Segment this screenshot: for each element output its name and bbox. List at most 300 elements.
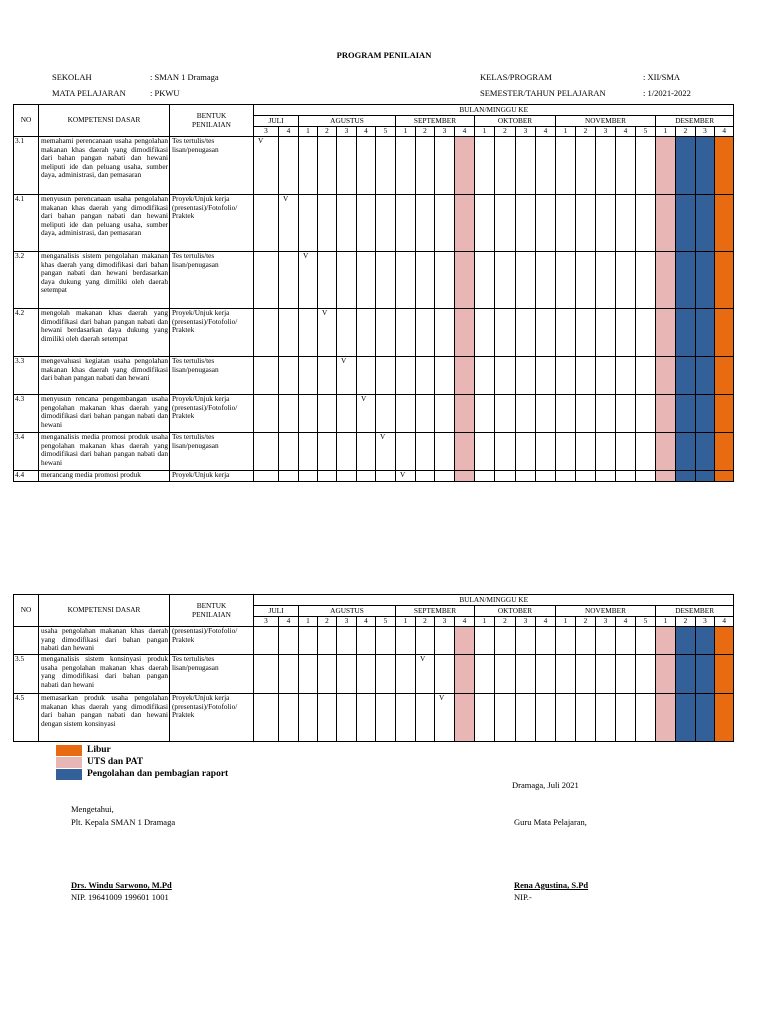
week-cell: [596, 252, 616, 309]
week-cell: [676, 694, 696, 742]
table2-header-bulan: BULAN/MINGGU KE: [254, 595, 734, 606]
week-cell: [636, 309, 656, 357]
week-cell: [616, 195, 636, 252]
week-cell: [357, 357, 376, 395]
week-cell: [254, 655, 279, 694]
week-cell: [636, 195, 656, 252]
week-cell: [715, 357, 734, 395]
week-cell: [636, 627, 656, 655]
week-cell: [495, 395, 516, 433]
kd-number: [14, 627, 39, 655]
assessment-mark: V: [376, 433, 396, 471]
sekolah-label: SEKOLAH: [52, 72, 92, 82]
legend: [56, 745, 356, 781]
kd-number: 3.4: [14, 433, 39, 471]
week-cell: [279, 627, 299, 655]
week-cell: [416, 433, 435, 471]
week-cell: [616, 252, 636, 309]
mapel-label: MATA PELAJARAN: [52, 88, 126, 98]
week-cell: [596, 471, 616, 482]
week-cell: [318, 252, 337, 309]
week-cell: [376, 309, 396, 357]
table1-week-21: 2: [676, 127, 696, 137]
week-cell: [516, 137, 536, 195]
table1-week-20: 1: [656, 127, 676, 137]
legend-label-raport: Pengolahan dan pembagian raport: [87, 769, 229, 779]
week-cell: [279, 252, 299, 309]
week-cell: [475, 694, 495, 742]
kompetensi-dasar: usaha pengolahan makanan khas daerah yang dimodifikasi dari bahan pangan nabati dan hewani: [39, 627, 170, 655]
bentuk-penilaian: Tes tertulis/tes lisan/penugasan: [170, 433, 254, 471]
week-cell: [279, 471, 299, 482]
week-cell: [516, 252, 536, 309]
table2-week-21: 2: [676, 617, 696, 627]
kd-number: 4.3: [14, 395, 39, 433]
week-cell: [337, 252, 357, 309]
week-cell: [357, 195, 376, 252]
week-cell: [676, 395, 696, 433]
week-cell: [435, 357, 455, 395]
table2-month-3: OKTOBER: [475, 606, 556, 617]
week-cell: [299, 357, 318, 395]
week-cell: [536, 655, 556, 694]
legend-swatch-uts: [56, 757, 82, 768]
week-cell: [556, 471, 576, 482]
week-cell: [318, 357, 337, 395]
week-cell: [376, 694, 396, 742]
week-cell: [696, 252, 715, 309]
week-cell: [556, 195, 576, 252]
week-cell: [696, 309, 715, 357]
table2-month-1: AGUSTUS: [299, 606, 396, 617]
week-cell: [596, 309, 616, 357]
semester-value: : 1/2021-2022: [643, 88, 691, 98]
table1-header-bentuk: BENTUK PENILAIAN: [170, 105, 254, 137]
week-cell: [396, 137, 416, 195]
table1-week-22: 3: [696, 127, 715, 137]
table1-week-16: 2: [576, 127, 596, 137]
table1-week-5: 4: [357, 127, 376, 137]
kelas-value: : XII/SMA: [643, 72, 681, 82]
week-cell: [475, 137, 495, 195]
week-cell: [536, 471, 556, 482]
week-cell: [416, 357, 435, 395]
week-cell: [475, 627, 495, 655]
bentuk-penilaian: Tes tertulis/tes lisan/penugasan: [170, 655, 254, 694]
table2-week-12: 2: [495, 617, 516, 627]
week-cell: [576, 357, 596, 395]
week-cell: [556, 309, 576, 357]
week-cell: [254, 471, 279, 482]
week-cell: [596, 395, 616, 433]
table2-week-16: 2: [576, 617, 596, 627]
week-cell: [556, 252, 576, 309]
bentuk-penilaian: Tes tertulis/tes lisan/penugasan: [170, 137, 254, 195]
week-cell: [396, 655, 416, 694]
week-cell: [576, 137, 596, 195]
table2-week-5: 4: [357, 617, 376, 627]
table1-week-0: 3: [254, 127, 279, 137]
week-cell: [318, 433, 337, 471]
week-cell: [576, 471, 596, 482]
week-cell: [279, 694, 299, 742]
week-cell: [357, 627, 376, 655]
week-cell: [475, 433, 495, 471]
table1-week-11: 1: [475, 127, 495, 137]
week-cell: [254, 309, 279, 357]
week-cell: [715, 252, 734, 309]
week-cell: [596, 357, 616, 395]
week-cell: [495, 195, 516, 252]
kd-number: 3.3: [14, 357, 39, 395]
week-cell: [495, 309, 516, 357]
week-cell: [715, 655, 734, 694]
table1-header-bulan: BULAN/MINGGU KE: [254, 105, 734, 116]
week-cell: [495, 433, 516, 471]
week-cell: [656, 357, 676, 395]
week-cell: [596, 627, 616, 655]
kompetensi-dasar: mengevaluasi kegiatan usaha pengolahan makanan khas daerah yang dimodifikasi dari bahan pangan nabati dan hewani: [39, 357, 170, 395]
kepala-name: Drs. Windu Sarwono, M.Pd: [71, 880, 172, 890]
kompetensi-dasar: memasarkan produk usaha pengolahan makanan khas daerah yang dimodifikasi dari bahan pangan nabati dan hewani dengan sistem konsinyasi: [39, 694, 170, 742]
week-cell: [299, 471, 318, 482]
week-cell: [616, 627, 636, 655]
legend-swatch-libur: [56, 745, 82, 756]
week-cell: [536, 137, 556, 195]
week-cell: [357, 655, 376, 694]
week-cell: [455, 471, 475, 482]
week-cell: [475, 655, 495, 694]
table1-month-4: NOVEMBER: [556, 116, 656, 127]
week-cell: [676, 252, 696, 309]
week-cell: [656, 395, 676, 433]
kd-number: 4.2: [14, 309, 39, 357]
table2-header-no: NO: [14, 595, 39, 627]
table1-week-19: 5: [636, 127, 656, 137]
week-cell: [696, 357, 715, 395]
week-cell: [636, 694, 656, 742]
table-row: [14, 357, 734, 395]
week-cell: [376, 627, 396, 655]
table2-header-bentuk: BENTUK PENILAIAN: [170, 595, 254, 627]
kompetensi-dasar: memahami perencanaan usaha pengolahan makanan khas daerah yang dimodifikasi dari bahan pangan nabati dan hewani meliputi ide dan peluang usaha, sumber daya, administrasi, dan pemasaran: [39, 137, 170, 195]
week-cell: [696, 195, 715, 252]
week-cell: [435, 433, 455, 471]
week-cell: [299, 137, 318, 195]
week-cell: [596, 137, 616, 195]
week-cell: [656, 627, 676, 655]
table2-week-6: 5: [376, 617, 396, 627]
table2-week-2: 1: [299, 617, 318, 627]
week-cell: [455, 694, 475, 742]
bentuk-penilaian: Tes tertulis/tes lisan/penugasan: [170, 252, 254, 309]
week-cell: [455, 137, 475, 195]
page-title: PROGRAM PENILAIAN: [336, 50, 432, 60]
legend-label-uts: UTS dan PAT: [87, 757, 144, 767]
week-cell: [299, 433, 318, 471]
table-row: [14, 137, 734, 195]
week-cell: [416, 471, 435, 482]
assessment-mark: V: [357, 395, 376, 433]
kompetensi-dasar: menyusun rencana pengembangan usaha pengolahan makanan khas daerah yang dimodifikasi dari bahan pangan nabati dan hewani: [39, 395, 170, 433]
week-cell: [475, 309, 495, 357]
week-cell: [616, 433, 636, 471]
week-cell: [636, 252, 656, 309]
table1-month-3: OKTOBER: [475, 116, 556, 127]
week-cell: [299, 309, 318, 357]
week-cell: [299, 195, 318, 252]
week-cell: [556, 694, 576, 742]
bentuk-penilaian: Proyek/Unjuk kerja: [170, 471, 254, 482]
week-cell: [455, 252, 475, 309]
week-cell: [376, 395, 396, 433]
bentuk-penilaian: Proyek/Unjuk kerja (presentasi)/Fotofolio/ Praktek: [170, 309, 254, 357]
week-cell: [556, 395, 576, 433]
table1-week-2: 1: [299, 127, 318, 137]
week-cell: [337, 627, 357, 655]
table1-month-0: JULI: [254, 116, 299, 127]
week-cell: [596, 694, 616, 742]
week-cell: [495, 471, 516, 482]
kd-number: 3.5: [14, 655, 39, 694]
assessment-mark: V: [416, 655, 435, 694]
week-cell: [254, 395, 279, 433]
week-cell: [357, 252, 376, 309]
table2-week-14: 4: [536, 617, 556, 627]
week-cell: [536, 252, 556, 309]
week-cell: [576, 395, 596, 433]
assessment-mark: V: [337, 357, 357, 395]
mengetahui-label: Mengetahui,: [71, 804, 114, 814]
bentuk-penilaian: Proyek/Unjuk kerja (presentasi)/Fotofolio/ Praktek: [170, 195, 254, 252]
week-cell: [495, 627, 516, 655]
kompetensi-dasar: menyusun perencanaan usaha pengolahan makanan khas daerah yang dimodifikasi dari bahan pangan nabati dan hewani meliputi ide dan peluang usaha, sumber daya, administrasi, dan pemasaran: [39, 195, 170, 252]
week-cell: [396, 309, 416, 357]
week-cell: [279, 655, 299, 694]
week-cell: [715, 471, 734, 482]
week-cell: [396, 252, 416, 309]
week-cell: [616, 137, 636, 195]
week-cell: [299, 655, 318, 694]
table1-week-15: 1: [556, 127, 576, 137]
week-cell: [715, 627, 734, 655]
week-cell: [596, 655, 616, 694]
week-cell: [516, 694, 536, 742]
week-cell: [357, 471, 376, 482]
table2-week-4: 3: [337, 617, 357, 627]
week-cell: [636, 433, 656, 471]
table-row: [14, 309, 734, 357]
week-cell: [337, 309, 357, 357]
week-cell: [475, 357, 495, 395]
week-cell: [318, 694, 337, 742]
week-cell: [536, 627, 556, 655]
week-cell: [495, 252, 516, 309]
week-cell: [715, 433, 734, 471]
week-cell: [696, 433, 715, 471]
week-cell: [556, 357, 576, 395]
week-cell: [254, 433, 279, 471]
week-cell: [337, 395, 357, 433]
assessment-mark: V: [279, 195, 299, 252]
week-cell: [455, 627, 475, 655]
week-cell: [435, 471, 455, 482]
week-cell: [455, 395, 475, 433]
assessment-mark: V: [396, 471, 416, 482]
week-cell: [536, 357, 556, 395]
week-cell: [715, 195, 734, 252]
table1-header-row-1: [14, 105, 734, 116]
week-cell: [254, 694, 279, 742]
week-cell: [254, 195, 279, 252]
week-cell: [556, 137, 576, 195]
week-cell: [715, 395, 734, 433]
table1-month-2: SEPTEMBER: [396, 116, 475, 127]
week-cell: [416, 627, 435, 655]
week-cell: [495, 694, 516, 742]
table2-week-9: 3: [435, 617, 455, 627]
week-cell: [656, 471, 676, 482]
week-cell: [376, 471, 396, 482]
week-cell: [556, 433, 576, 471]
table1-week-1: 4: [279, 127, 299, 137]
week-cell: [576, 252, 596, 309]
week-cell: [636, 395, 656, 433]
week-cell: [435, 195, 455, 252]
week-cell: [475, 252, 495, 309]
kd-number: 4.4: [14, 471, 39, 482]
week-cell: [337, 471, 357, 482]
assessment-mark: V: [299, 252, 318, 309]
week-cell: [576, 195, 596, 252]
table2-week-8: 2: [416, 617, 435, 627]
table2-month-4: NOVEMBER: [556, 606, 656, 617]
week-cell: [396, 357, 416, 395]
week-cell: [396, 195, 416, 252]
kepala-nip: NIP. 19641009 199601 1001: [71, 892, 169, 902]
week-cell: [656, 694, 676, 742]
week-cell: [396, 627, 416, 655]
table1-month-5: DESEMBER: [656, 116, 734, 127]
week-cell: [636, 357, 656, 395]
table2-week-7: 1: [396, 617, 416, 627]
week-cell: [318, 655, 337, 694]
table2-week-15: 1: [556, 617, 576, 627]
week-cell: [556, 655, 576, 694]
table2-week-18: 4: [616, 617, 636, 627]
week-cell: [337, 694, 357, 742]
table-row: [14, 252, 734, 309]
week-cell: [656, 252, 676, 309]
table2-week-23: 4: [715, 617, 734, 627]
table1-week-14: 4: [536, 127, 556, 137]
kompetensi-dasar: menganalisis sistem konsinyasi produk usaha pengolahan makanan khas daerah yang dimodifikasi dari bahan pangan nabati dan hewani: [39, 655, 170, 694]
week-cell: [636, 655, 656, 694]
week-cell: [516, 433, 536, 471]
week-cell: [636, 471, 656, 482]
kelas-label: KELAS/PROGRAM: [480, 72, 552, 82]
table1-week-23: 4: [715, 127, 734, 137]
week-cell: [416, 694, 435, 742]
week-cell: [455, 195, 475, 252]
sekolah-value: : SMAN 1 Dramaga: [150, 72, 219, 82]
week-cell: [416, 137, 435, 195]
table-row: [14, 471, 734, 482]
table1-week-3: 2: [318, 127, 337, 137]
week-cell: [676, 655, 696, 694]
week-cell: [696, 471, 715, 482]
table2-week-1: 4: [279, 617, 299, 627]
table1-week-13: 3: [516, 127, 536, 137]
kompetensi-dasar: menganalisis media promosi produk usaha pengolahan makanan khas daerah yang dimodifikasi dari bahan pangan nabati dan hewani: [39, 433, 170, 471]
week-cell: [435, 655, 455, 694]
week-cell: [676, 195, 696, 252]
week-cell: [616, 309, 636, 357]
table1-week-9: 3: [435, 127, 455, 137]
week-cell: [279, 357, 299, 395]
table1-week-10: 4: [455, 127, 475, 137]
table1-header-kd: KOMPETENSI DASAR: [39, 105, 170, 137]
week-cell: [516, 627, 536, 655]
week-cell: [656, 433, 676, 471]
week-cell: [279, 137, 299, 195]
table-row: [14, 195, 734, 252]
week-cell: [337, 195, 357, 252]
guru-name: Rena Agustina, S.Pd: [514, 880, 589, 890]
week-cell: [376, 357, 396, 395]
table1-week-7: 1: [396, 127, 416, 137]
week-cell: [475, 195, 495, 252]
week-cell: [596, 195, 616, 252]
week-cell: [596, 433, 616, 471]
week-cell: [576, 627, 596, 655]
week-cell: [416, 252, 435, 309]
week-cell: [696, 137, 715, 195]
week-cell: [656, 137, 676, 195]
table2-week-19: 5: [636, 617, 656, 627]
assessment-table-1: [13, 104, 734, 482]
week-cell: [696, 627, 715, 655]
week-cell: [254, 252, 279, 309]
week-cell: [396, 433, 416, 471]
week-cell: [279, 395, 299, 433]
week-cell: [376, 252, 396, 309]
week-cell: [299, 395, 318, 433]
week-cell: [495, 357, 516, 395]
week-cell: [676, 137, 696, 195]
assessment-mark: V: [435, 694, 455, 742]
week-cell: [475, 471, 495, 482]
week-cell: [715, 309, 734, 357]
place-date: Dramaga, Juli 2021: [512, 780, 579, 790]
week-cell: [536, 395, 556, 433]
week-cell: [576, 433, 596, 471]
table-row: [14, 694, 734, 742]
week-cell: [279, 433, 299, 471]
bentuk-penilaian: (presentasi)/Fotofolio/ Praktek: [170, 627, 254, 655]
week-cell: [396, 694, 416, 742]
semester-label: SEMESTER/TAHUN PELAJARAN: [480, 88, 606, 98]
week-cell: [536, 433, 556, 471]
table2-week-17: 3: [596, 617, 616, 627]
table2-week-22: 3: [696, 617, 715, 627]
week-cell: [616, 471, 636, 482]
table2-week-13: 3: [516, 617, 536, 627]
table2-month-0: JULI: [254, 606, 299, 617]
week-cell: [536, 309, 556, 357]
table-row: [14, 433, 734, 471]
week-cell: [616, 395, 636, 433]
